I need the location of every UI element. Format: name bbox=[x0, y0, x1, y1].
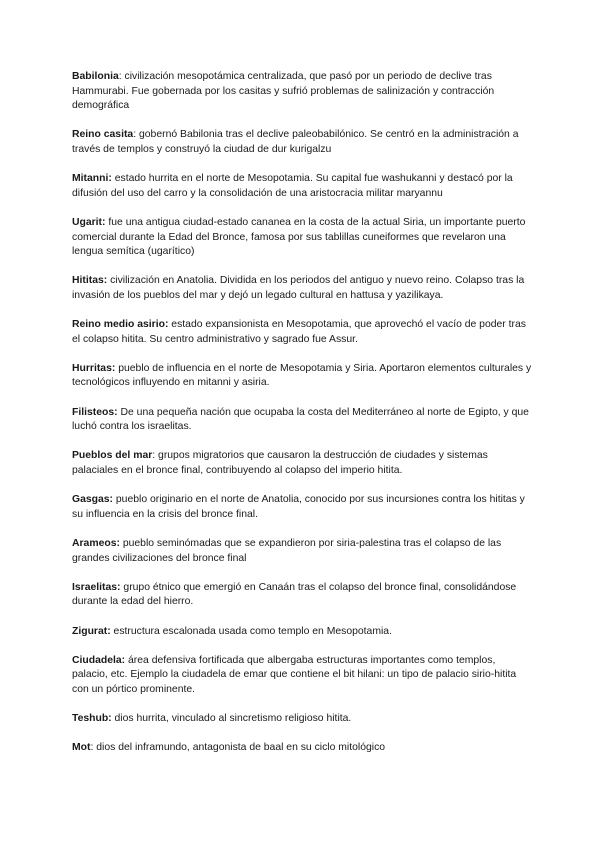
entry-definition: estado hurrita en el norte de Mesopotamia. Su capital fue washukanni y destacó por la difusión del uso del carro y la consolidación de una aristocracia militar maryannu bbox=[72, 173, 513, 199]
glossary-entry-hurritas bbox=[72, 362, 534, 391]
entry-term: Reino casita bbox=[72, 129, 134, 141]
entry-term: Filisteos: bbox=[72, 406, 118, 418]
glossary-entry-reino-medio-asirio bbox=[72, 318, 534, 347]
glossary-entry-ugarit bbox=[72, 216, 534, 260]
entry-definition: dios del inframundo, antagonista de baal en su ciclo mitológico bbox=[93, 742, 386, 754]
entry-term: Gasgas: bbox=[72, 494, 114, 506]
glossary-entry-reino-casita bbox=[72, 128, 534, 157]
entry-definition: área defensiva fortificada que albergaba estructuras importantes como templos, palacio, etc. Ejemplo la ciudadela de emar que contiene el bit hilani: un tipo de palacio sirio-hitita con un pórtico prominente. bbox=[72, 654, 517, 695]
entry-definition: estructura escalonada usada como templo en Mesopotamia. bbox=[110, 625, 392, 637]
entry-term: Teshub: bbox=[72, 713, 112, 725]
entry-term: Israelitas: bbox=[72, 581, 121, 593]
entry-term: Zigurat: bbox=[72, 625, 111, 637]
glossary-list bbox=[72, 70, 534, 771]
entry-definition: gobernó Babilonia tras el declive paleobabilónico. Se centró en la administración a través de templos y construyó la ciudad de dur kurigalzu bbox=[72, 129, 519, 155]
entry-term: Ciudadela: bbox=[72, 654, 126, 666]
entry-definition: civilización mesopotámica centralizada, que pasó por un periodo de declive tras Hammurabi. Fue gobernada por los casitas y sufrió problemas de salinización y contracción demográfica bbox=[72, 71, 495, 112]
entry-definition: grupo étnico que emergió en Canaán tras el colapso del bronce final, consolidándose durante la edad del hierro. bbox=[72, 581, 517, 608]
entry-definition: dios hurrita, vinculado al sincretismo religioso hitita. bbox=[111, 713, 352, 725]
glossary-entry-babilonia bbox=[72, 70, 534, 114]
entry-definition: pueblo de influencia en el norte de Mesopotamia y Siria. Aportaron elementos culturales y tecnológicos influyendo en mitanni y asiria. bbox=[72, 362, 532, 389]
entry-term: Arameos: bbox=[72, 538, 120, 549]
entry-definition: pueblo seminómadas que se expandieron por siria-palestina tras el colapso de las grandes civilizaciones del bronce final bbox=[72, 538, 502, 564]
entry-separator: : bbox=[118, 71, 122, 82]
entry-term: Hititas: bbox=[72, 275, 108, 287]
entry-term: Hurritas: bbox=[72, 362, 116, 374]
entry-definition: fue una antigua ciudad-estado cananea en la costa de la actual Siria, un importante puerto comercial durante la Edad del Bronce, famosa por sus tablillas cuneiformes que revelaron una lengua semítica (ugarítico) bbox=[72, 216, 526, 258]
entry-term: Mot bbox=[72, 742, 91, 754]
entry-definition: civilización en Anatolia. Dividida en los periodos del antiguo y nuevo reino. Colapso tras la invasión de los pueblos del mar y dejó un legado cultural en hattusa y yazilikaya. bbox=[72, 275, 525, 301]
glossary-entry-filisteos bbox=[72, 406, 534, 435]
entry-definition: grupos migratorios que causaron la destrucción de ciudades y sistemas palaciales en el bronce final, contribuyendo al colapso del imperio hitita. bbox=[72, 450, 488, 477]
entry-definition: estado expansionista en Mesopotamia, que aprovechó el vacío de poder tras el colapso hitita. Su centro administrativo y sagrado fue Assur. bbox=[72, 319, 526, 345]
entry-definition: pueblo originario en el norte de Anatolia, conocido por sus incursiones contra los hititas y su influencia en la crisis del bronce final. bbox=[72, 494, 525, 520]
entry-term: Babilonia bbox=[72, 71, 119, 82]
entry-separator: : bbox=[133, 129, 137, 141]
entry-term: Reino medio asirio: bbox=[72, 319, 169, 331]
entry-term: Pueblos del mar bbox=[72, 450, 153, 462]
glossary-entry-zigurat bbox=[72, 625, 534, 640]
glossary-entry-hititas bbox=[72, 274, 534, 303]
glossary-entry-mitanni bbox=[72, 172, 534, 201]
glossary-entry-teshub bbox=[72, 712, 534, 727]
entry-separator: : bbox=[152, 450, 156, 462]
entry-separator: : bbox=[90, 742, 94, 754]
glossary-entry-gasgas bbox=[72, 493, 534, 522]
glossary-entry-pueblos-del-mar bbox=[72, 449, 534, 478]
entry-definition: De una pequeña nación que ocupaba la costa del Mediterráneo al norte de Egipto, y que luchó contra los israelitas. bbox=[72, 406, 529, 433]
entry-term: Mitanni: bbox=[72, 173, 112, 185]
glossary-entry-israelitas bbox=[72, 581, 534, 610]
glossary-entry-arameos bbox=[72, 537, 534, 566]
glossary-entry-mot bbox=[72, 741, 534, 756]
glossary-entry-ciudadela bbox=[72, 654, 534, 698]
entry-term: Ugarit: bbox=[72, 216, 106, 228]
